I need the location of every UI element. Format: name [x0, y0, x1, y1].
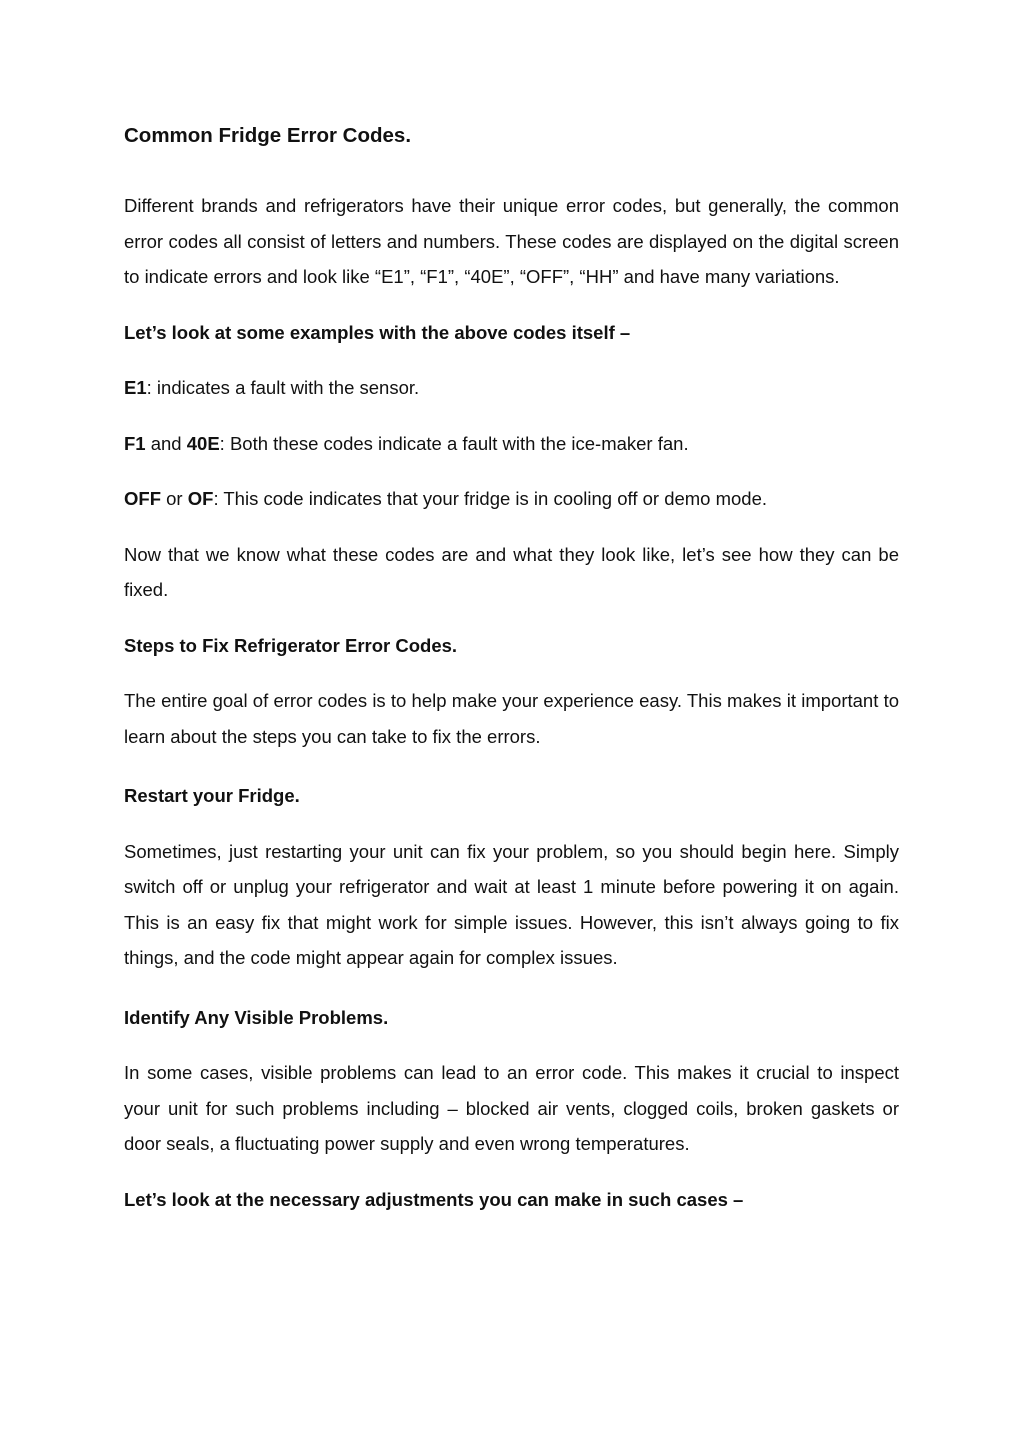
code-off-paragraph [124, 481, 899, 517]
restart-paragraph: Sometimes, just restarting your unit can fix your problem, so you should begin here. Simply switch off or unplug your refrigerator and wait at least 1 minute before powering it on again. This is an easy fix that might work for simple issues. However, this isn’t always going to fix things, and the code might appear again for complex issues. [124, 840, 899, 968]
code-off-description: : This code indicates that your fridge is in cooling off or demo mode. [213, 488, 768, 509]
code-e1-paragraph [124, 370, 899, 406]
visible-problems-heading: Identify Any Visible Problems. [124, 1006, 389, 1028]
steps-intro-paragraph: The entire goal of error codes is to help make your experience easy. This makes it important to learn about the steps you can take to fix the errors. [124, 690, 899, 747]
code-off-joiner: or [161, 488, 188, 509]
code-f1-description: : Both these codes indicate a fault with the ice-maker fan. [219, 432, 689, 454]
code-f1: F1 [124, 432, 146, 454]
code-e1-description: : indicates a fault with the sensor. [146, 377, 420, 398]
steps-heading: Steps to Fix Refrigerator Error Codes. [124, 634, 458, 656]
code-f1-joiner: and [145, 432, 187, 454]
restart-heading: Restart your Fridge. [124, 785, 300, 806]
code-off: OFF [124, 488, 161, 509]
intro-paragraph: Different brands and refrigerators have their unique error codes, but generally, the common error codes all consist of letters and numbers. These codes are displayed on the digital screen to indicate errors and look like “E1”, “F1”, “40E”, “OFF”, “HH” and have many variations. [124, 195, 899, 287]
code-e1: E1 [124, 377, 147, 398]
examples-heading: Let’s look at some examples with the above codes itself – [124, 321, 631, 343]
page-title: Common Fridge Error Codes. [124, 124, 412, 147]
document-page [124, 118, 899, 1237]
code-f1-paragraph [124, 426, 899, 462]
adjustments-heading: Let’s look at the necessary adjustments you can make in such cases – [124, 1188, 744, 1210]
code-40e: 40E [186, 432, 220, 454]
transition-paragraph: Now that we know what these codes are and what they look like, let’s see how they can be fixed. [124, 543, 899, 600]
visible-problems-paragraph: In some cases, visible problems can lead to an error code. This makes it crucial to inspect your unit for such problems including – blocked air vents, clogged coils, broken gaskets or door seals, a fluctuating power supply and even wrong temperatures. [124, 1062, 899, 1154]
code-of: OF [187, 488, 214, 509]
